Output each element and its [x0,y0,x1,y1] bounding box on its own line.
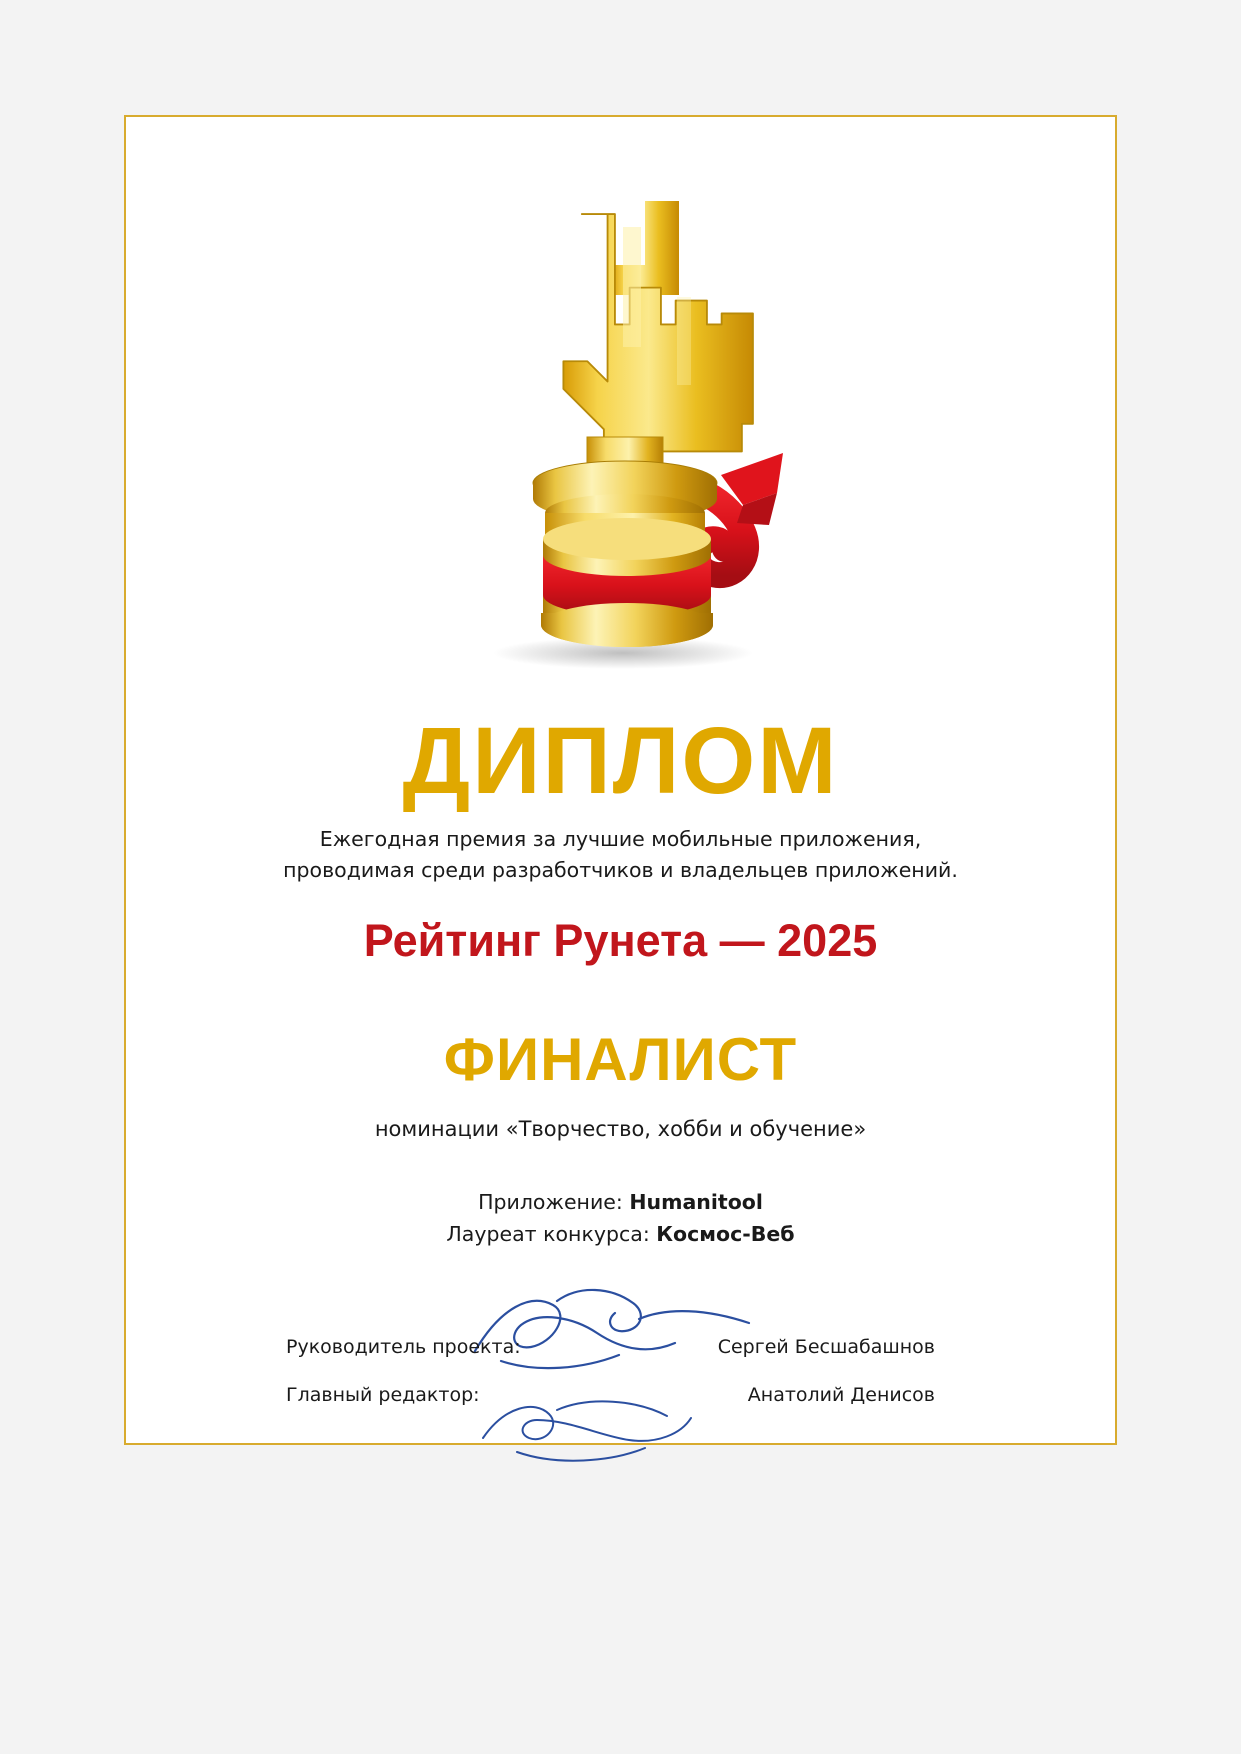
signature-role: Руководитель проекта: [286,1336,521,1358]
status-badge: ФИНАЛИСТ [443,1026,798,1093]
trophy-illustration [391,157,851,677]
laureate-name: Космос-Веб [656,1221,795,1246]
nomination-text: номинации «Творчество, хобби и обучение» [374,1117,867,1141]
signature-row [186,1384,1055,1418]
laureate-label: Лауреат конкурса: [446,1221,650,1246]
signature-person: Анатолий Денисов [747,1384,935,1406]
pixel-cursor-hand [563,201,753,451]
subtitle [216,824,1025,886]
award-name: Рейтинг Рунета — 2025 [363,915,878,966]
application-label: Приложение: [478,1190,623,1214]
certificate-card [124,115,1117,1445]
signature-person: Сергей Бесшабашнов [717,1336,935,1358]
signature-role: Главный редактор: [286,1384,480,1406]
application-row [186,1187,1055,1219]
subtitle-line-1: Ежегодная премия за лучшие мобильные приложения, [319,827,922,851]
laureate-row [186,1219,1055,1251]
details-block [186,1187,1055,1251]
application-name: Humanitool [629,1190,763,1214]
subtitle-line-2: проводимая среди разработчиков и владельцев приложений. [283,857,958,882]
signature-row [186,1336,1055,1370]
signature-area [126,1322,1115,1432]
page-title: ДИПЛОМ [402,708,839,814]
